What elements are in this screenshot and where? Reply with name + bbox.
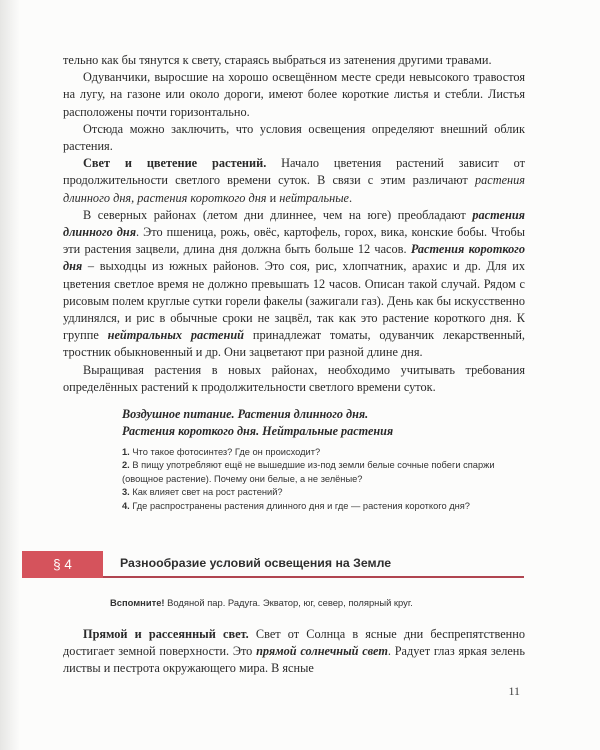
recall-box (110, 596, 530, 609)
question-item (122, 446, 537, 459)
term-long-short-day: растения длинного дня, растения короткого дня (63, 173, 525, 205)
paragraph-4 (63, 155, 525, 207)
term-neutral-plants: нейтральных растений (107, 328, 245, 343)
paragraph-7 (63, 626, 525, 678)
term-long-day-plants: растения длинного дня (63, 207, 525, 240)
paragraph-4-text-3: . (349, 190, 353, 205)
question-number: 4. (122, 500, 130, 511)
question-item (122, 500, 537, 513)
key-terms-line-2: Растения короткого дня. Нейтральные растения (122, 424, 394, 438)
paragraph-4-text-2: и (266, 190, 280, 205)
paragraph-1: тельно как бы тянутся к свету, стараясь выбраться из затенения другими травами. (63, 53, 492, 67)
paragraph-3: Отсюда можно заключить, что условия освещения определяют внешний облик растения. (63, 121, 525, 154)
section-header (22, 551, 524, 578)
question-item (122, 486, 537, 499)
page-gutter-shadow (0, 0, 20, 750)
section-underline (103, 576, 524, 578)
page-number: 11 (508, 684, 520, 698)
section-number-badge: § 4 (22, 551, 103, 578)
term-short-day-plants: Растения короткого дня (63, 242, 525, 274)
paragraph-2: Одуванчики, выросшие на хорошо освещённом месте среди невысокого травостоя на лугу, на газоне или около дороги, имеют более короткие листья и стебли. Листья расположены почти горизонтально. (63, 70, 525, 119)
lower-body-text (63, 626, 525, 678)
question-number: 3. (122, 487, 130, 498)
paragraph-6: Выращивая растения в новых районах, необходимо учитывать требования определённых растений к продолжительности светлого времени суток. (63, 362, 525, 394)
question-number: 1. (122, 447, 130, 457)
paragraph-5-text-2: . Это пшеница, рожь, овёс, картофель, горох, вика, конские бобы. Чтобы эти растения зацвели, длина дня должна быть больше 12 часов. (63, 225, 525, 257)
paragraph-7-text-2: . Радует глаз яркая зелень листвы и пестрота окружающего мира. В ясные (63, 644, 525, 676)
upper-body-text (63, 52, 525, 396)
key-terms-line-1: Воздушное питание. Растения длинного дня. (122, 407, 369, 421)
subheading-direct-diffuse-light: Прямой и рассеянный свет. (83, 627, 249, 641)
key-terms (122, 406, 522, 440)
section-title: Разнообразие условий освещения на Земле (120, 556, 392, 570)
paragraph-5-text-3: – выходцы из южных районов. Это соя, рис, хлопчатник, арахис и др. Для их цветения светлое время не должно превышать 12 часов. Описан такой случай. Рядом с рисовым полем круглые сутки горели факелы (зажигали газ). День как бы искусственно удлинялся, и рис в обычные сроки не зацвёл, так как это растение короткого дня. К группе (63, 259, 525, 343)
question-item (122, 459, 537, 486)
paragraph-5-text-4: принадлежат томаты, одуванчик лекарственный, тростник обыкновенный и др. Они зацветают при разной длине дня. (63, 328, 525, 360)
question-number: 2. (122, 460, 130, 471)
paragraph-4-text-1: Начало цветения растений зависит от продолжительности светлого времени суток. В связи с этим различают (63, 156, 525, 188)
review-questions (122, 446, 537, 513)
recall-text: Водяной пар. Радуга. Экватор, юг, север, полярный круг. (164, 597, 413, 608)
question-text: Что такое фотосинтез? Где он происходит? (129, 447, 321, 457)
paragraph-7-text-1: Свет от Солнца в ясные дни беспрепятственно достигает земной поверхности. Это (63, 627, 525, 659)
question-text: Как влияет свет на рост растений? (129, 487, 283, 498)
question-text: В пищу употребляют ещё не вышедшие из-под земли белые сочные побеги спаржи (овощное растение). Почему они белые, а не зелёные? (122, 460, 495, 484)
term-direct-sunlight: прямой солнечный свет (256, 644, 388, 659)
term-neutral: нейтральные (279, 190, 349, 205)
question-text: Где распространены растения длинного дня и где — растения короткого дня? (129, 500, 470, 511)
paragraph-5 (63, 207, 525, 362)
subheading-light-flowering: Свет и цветение растений. (83, 156, 267, 171)
paragraph-5-text-1: В северных районах (летом дни длиннее, чем на юге) преобладают (83, 207, 473, 222)
recall-label: Вспомните! (110, 597, 165, 608)
